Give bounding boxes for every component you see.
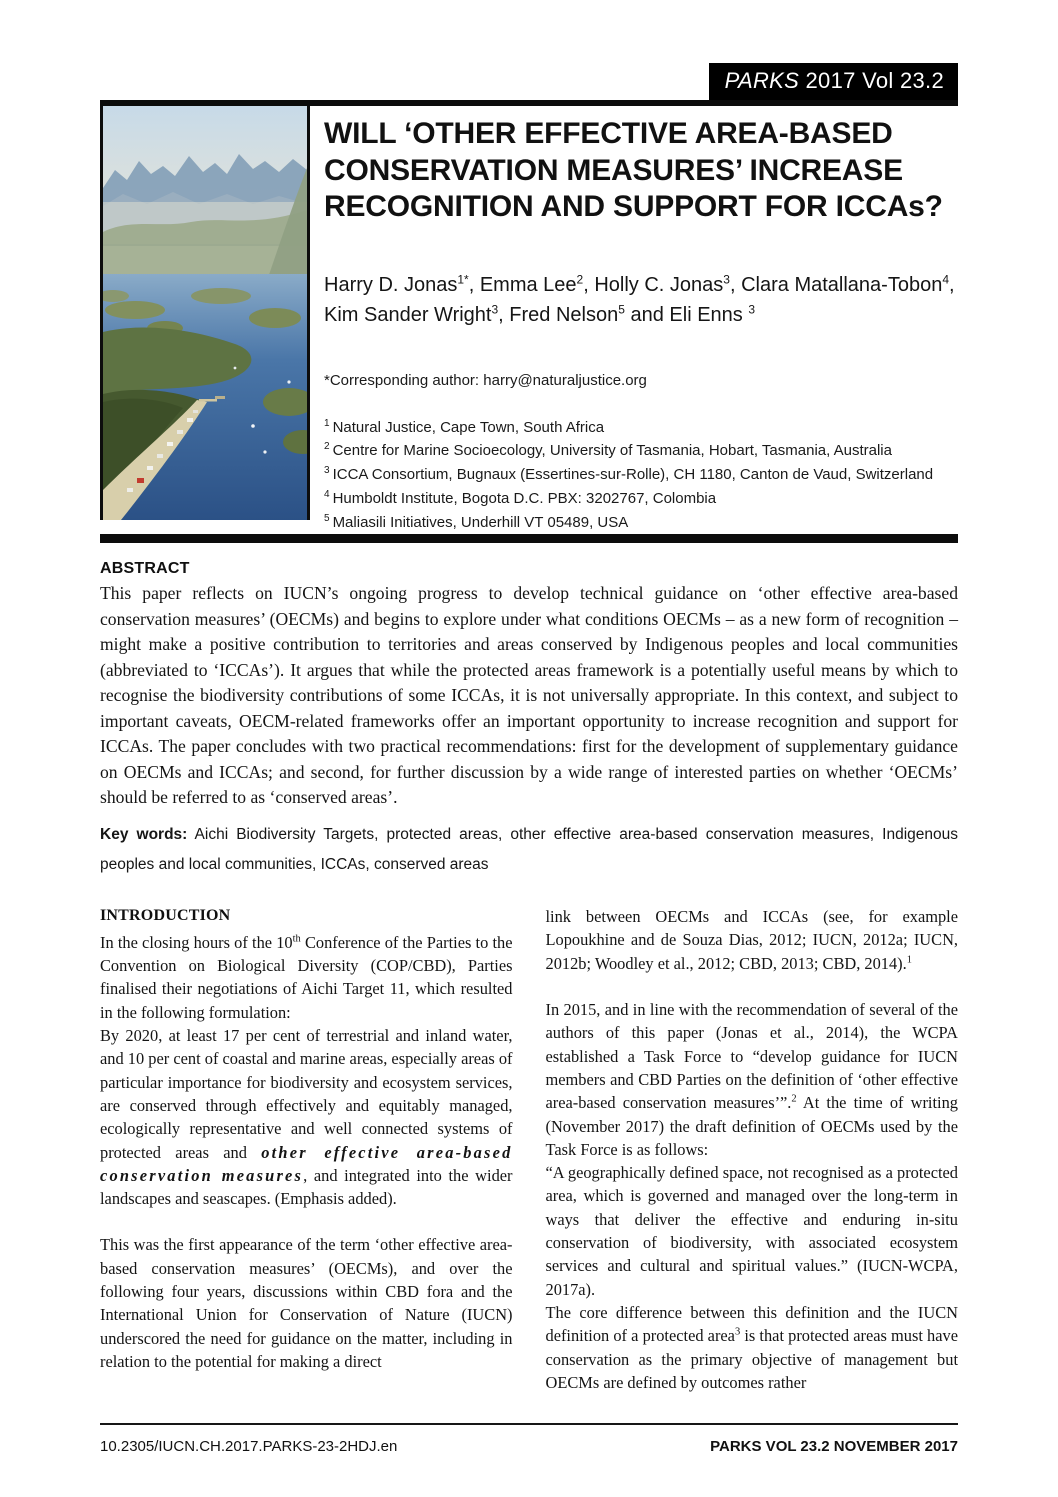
aichi-target-quote <box>100 1024 513 1210</box>
body-columns <box>100 905 958 1394</box>
footer-rule <box>100 1423 958 1425</box>
author-sup: 2 <box>576 272 584 287</box>
abstract-section <box>100 560 958 880</box>
keywords-line <box>100 820 958 880</box>
affiliation-text: Natural Justice, Cape Town, South Africa <box>332 418 605 436</box>
keywords-label: Key words: <box>100 825 188 843</box>
footnote-marker: 3 <box>734 1326 741 1338</box>
paragraph-gap <box>546 975 959 998</box>
affiliation-sup: 4 <box>324 488 330 500</box>
quote-text: , and integrated into the wider landscapes and seascapes. (Emphasis added). <box>100 1165 513 1209</box>
paragraph-text: At the time of writing (November 2017) the draft definition of OECMs used by the Task Force is as follows: <box>545 1093 958 1159</box>
paragraph-text: is that protected areas must have conservation as the primary objective of management but OECMs are defined by outcomes rather <box>545 1326 958 1392</box>
intro-paragraph-3 <box>546 905 959 975</box>
keywords-text: Aichi Biodiversity Targets, protected areas, other effective area-based conservation measures, Indigenous peoples and local communities, ICCAs, conserved areas <box>100 825 958 873</box>
right-column <box>546 905 959 1394</box>
cover-photo <box>100 106 310 520</box>
affiliation-sup: 3 <box>324 465 330 477</box>
footer-journal-info: PARKS VOL 23.2 NOVEMBER 2017 <box>710 1438 958 1455</box>
authors-line <box>324 270 958 330</box>
intro-paragraph-2: This was the first appearance of the term ‘other effective area-based conservation measures’ (OECMs), and over the following four years, discussions within CBD fora and the International Union for Conservation of Nature (IUCN) underscored the need for guidance on the matter, including in relation to the potential for making a direct <box>100 1235 513 1371</box>
intro-heading: INTRODUCTION <box>100 907 231 925</box>
author-name: , Kim Sander Wright <box>324 273 955 326</box>
author-sup: 3 <box>748 302 756 317</box>
author-sup: 3 <box>723 272 730 287</box>
author-sup: 3 <box>491 302 499 317</box>
author-name: , Holly C. Jonas <box>583 273 724 296</box>
coastal-aerial-photo <box>103 106 307 520</box>
oecm-definition-quote: “A geographically defined space, not recognised as a protected area, which is governed and managed over the long-term in ways that deliver the effective and enduring in-situ conservation of biodiversity, with associated ecosystem services and cultural and spiritual values.” (IUCN-WCPA, 2017a). <box>545 1163 958 1299</box>
journal-name: PARKS <box>724 68 800 93</box>
affiliation-text: ICCA Consortium, Bugnaux (Essertines-sur-Rolle), CH 1180, Canton de Vaud, Switzerland <box>332 466 934 484</box>
intro-paragraph-5 <box>546 1301 959 1394</box>
footer-doi: 10.2305/IUCN.CH.2017.PARKS-23-2HDJ.en <box>100 1438 398 1455</box>
paragraph-text: In 2015, and in line with the recommendation of several of the authors of this paper (Jonas et al., 2014), the WCPA established a Task Force to “develop guidance for IUCN members and CBD Parties on the definition of ‘other effective area-based conservation measures’”. <box>545 1000 958 1113</box>
journal-badge <box>709 63 958 100</box>
quote-text: By 2020, at least 17 per cent of terrestrial and inland water, and 10 per cent of coastal and marine areas, especially areas of particular importance for biodiversity and ecosystem services, are conserved through effectively and equitably managed, ecologically representative and well connected systems of protected areas and <box>100 1026 513 1162</box>
affiliation-item <box>324 439 958 463</box>
page-title: WILL ‘OTHER EFFECTIVE AREA-BASED CONSERVATION MEASURES’ INCREASE RECOGNITION AND SUPPORT FOR ICCAs? <box>324 117 943 224</box>
title-block <box>310 106 958 534</box>
author-sup: 4 <box>942 272 950 287</box>
affiliations-list <box>324 416 958 534</box>
author-name: , Emma Lee <box>468 273 577 296</box>
corresponding-author: *Corresponding author: harry@naturaljustice.org <box>324 371 647 389</box>
journal-issue: 2017 Vol 23.2 <box>799 68 944 93</box>
affiliation-text: Humboldt Institute, Bogota D.C. PBX: 3202767, Colombia <box>332 489 717 507</box>
divider-bar <box>100 534 958 543</box>
left-column <box>100 905 513 1394</box>
hero-section <box>100 106 958 534</box>
affiliation-sup: 5 <box>324 512 330 524</box>
footer-row <box>100 1438 958 1455</box>
author-name: , Clara Matallana-Tobon <box>729 273 943 296</box>
ordinal-sup: th <box>292 933 301 945</box>
author-sup: 1* <box>457 272 469 287</box>
affiliation-sup: 2 <box>324 441 330 453</box>
page-footer <box>100 1423 958 1455</box>
paragraph-gap <box>100 1210 513 1233</box>
affiliation-item <box>324 463 958 487</box>
paragraph-text: Conference of the Parties to the Convention on Biological Diversity (COP/CBD), Parties finalised their negotiations of Aichi Target 11, which resulted in the following formulation: <box>100 932 513 1022</box>
author-name: and Eli Enns <box>624 303 749 326</box>
quote-emphasis: other effective area-based conservation measures <box>100 1142 513 1185</box>
affiliation-text: Centre for Marine Socioecology, University of Tasmania, Hobart, Tasmania, Australia <box>332 442 892 460</box>
abstract-heading: ABSTRACT <box>100 560 190 578</box>
paragraph-text: In the closing hours of the 10 <box>100 932 293 952</box>
author-name: , Fred Nelson <box>498 303 619 326</box>
author-sup: 5 <box>618 302 625 317</box>
footnote-marker: 1 <box>906 954 912 966</box>
affiliation-item <box>324 416 958 440</box>
affiliation-sup: 1 <box>324 417 330 429</box>
affiliation-text: Maliasili Initiatives, Underhill VT 05489, USA <box>332 513 629 531</box>
paragraph-text: The core difference between this definition and the IUCN definition of a protected area <box>545 1302 958 1346</box>
affiliation-item <box>324 487 958 511</box>
paragraph-text: link between OECMs and ICCAs (see, for example Lopoukhine and de Souza Dias, 2012; IUCN, 2012a; IUCN, 2012b; Woodley et al., 2012; CBD, 2013; CBD, 2014). <box>545 907 958 973</box>
footnote-marker: 2 <box>791 1093 797 1105</box>
abstract-text: This paper reflects on IUCN’s ongoing progress to develop technical guidance on ‘other effective area-based conservation measures’ (OECMs) and begins to explore under what conditions OECMs – as a new form of recognition – might make a positive contribution to territories and areas conserved by Indigenous peoples and local communities (abbreviated to ‘ICCAs’). It argues that while the protected areas framework is a potentially useful means by which to recognise the biodiversity contributions of some ICCAs, it is not universally appropriate. In this context, and subject to important caveats, OECM-related frameworks offer an important opportunity to increase recognition and support for ICCAs. The paper concludes with two practical recommendations: first for the development of supplementary guidance on OECMs and ICCAs; and second, for further discussion by a wide range of interested parties on whether ‘OECMs’ should be referred to as ‘conserved areas’. <box>100 583 958 808</box>
header-row <box>100 0 958 100</box>
intro-paragraph-1 <box>100 931 513 1024</box>
affiliation-item <box>324 511 958 535</box>
author-name: Harry D. Jonas <box>324 273 458 296</box>
intro-paragraph-4 <box>546 998 959 1161</box>
